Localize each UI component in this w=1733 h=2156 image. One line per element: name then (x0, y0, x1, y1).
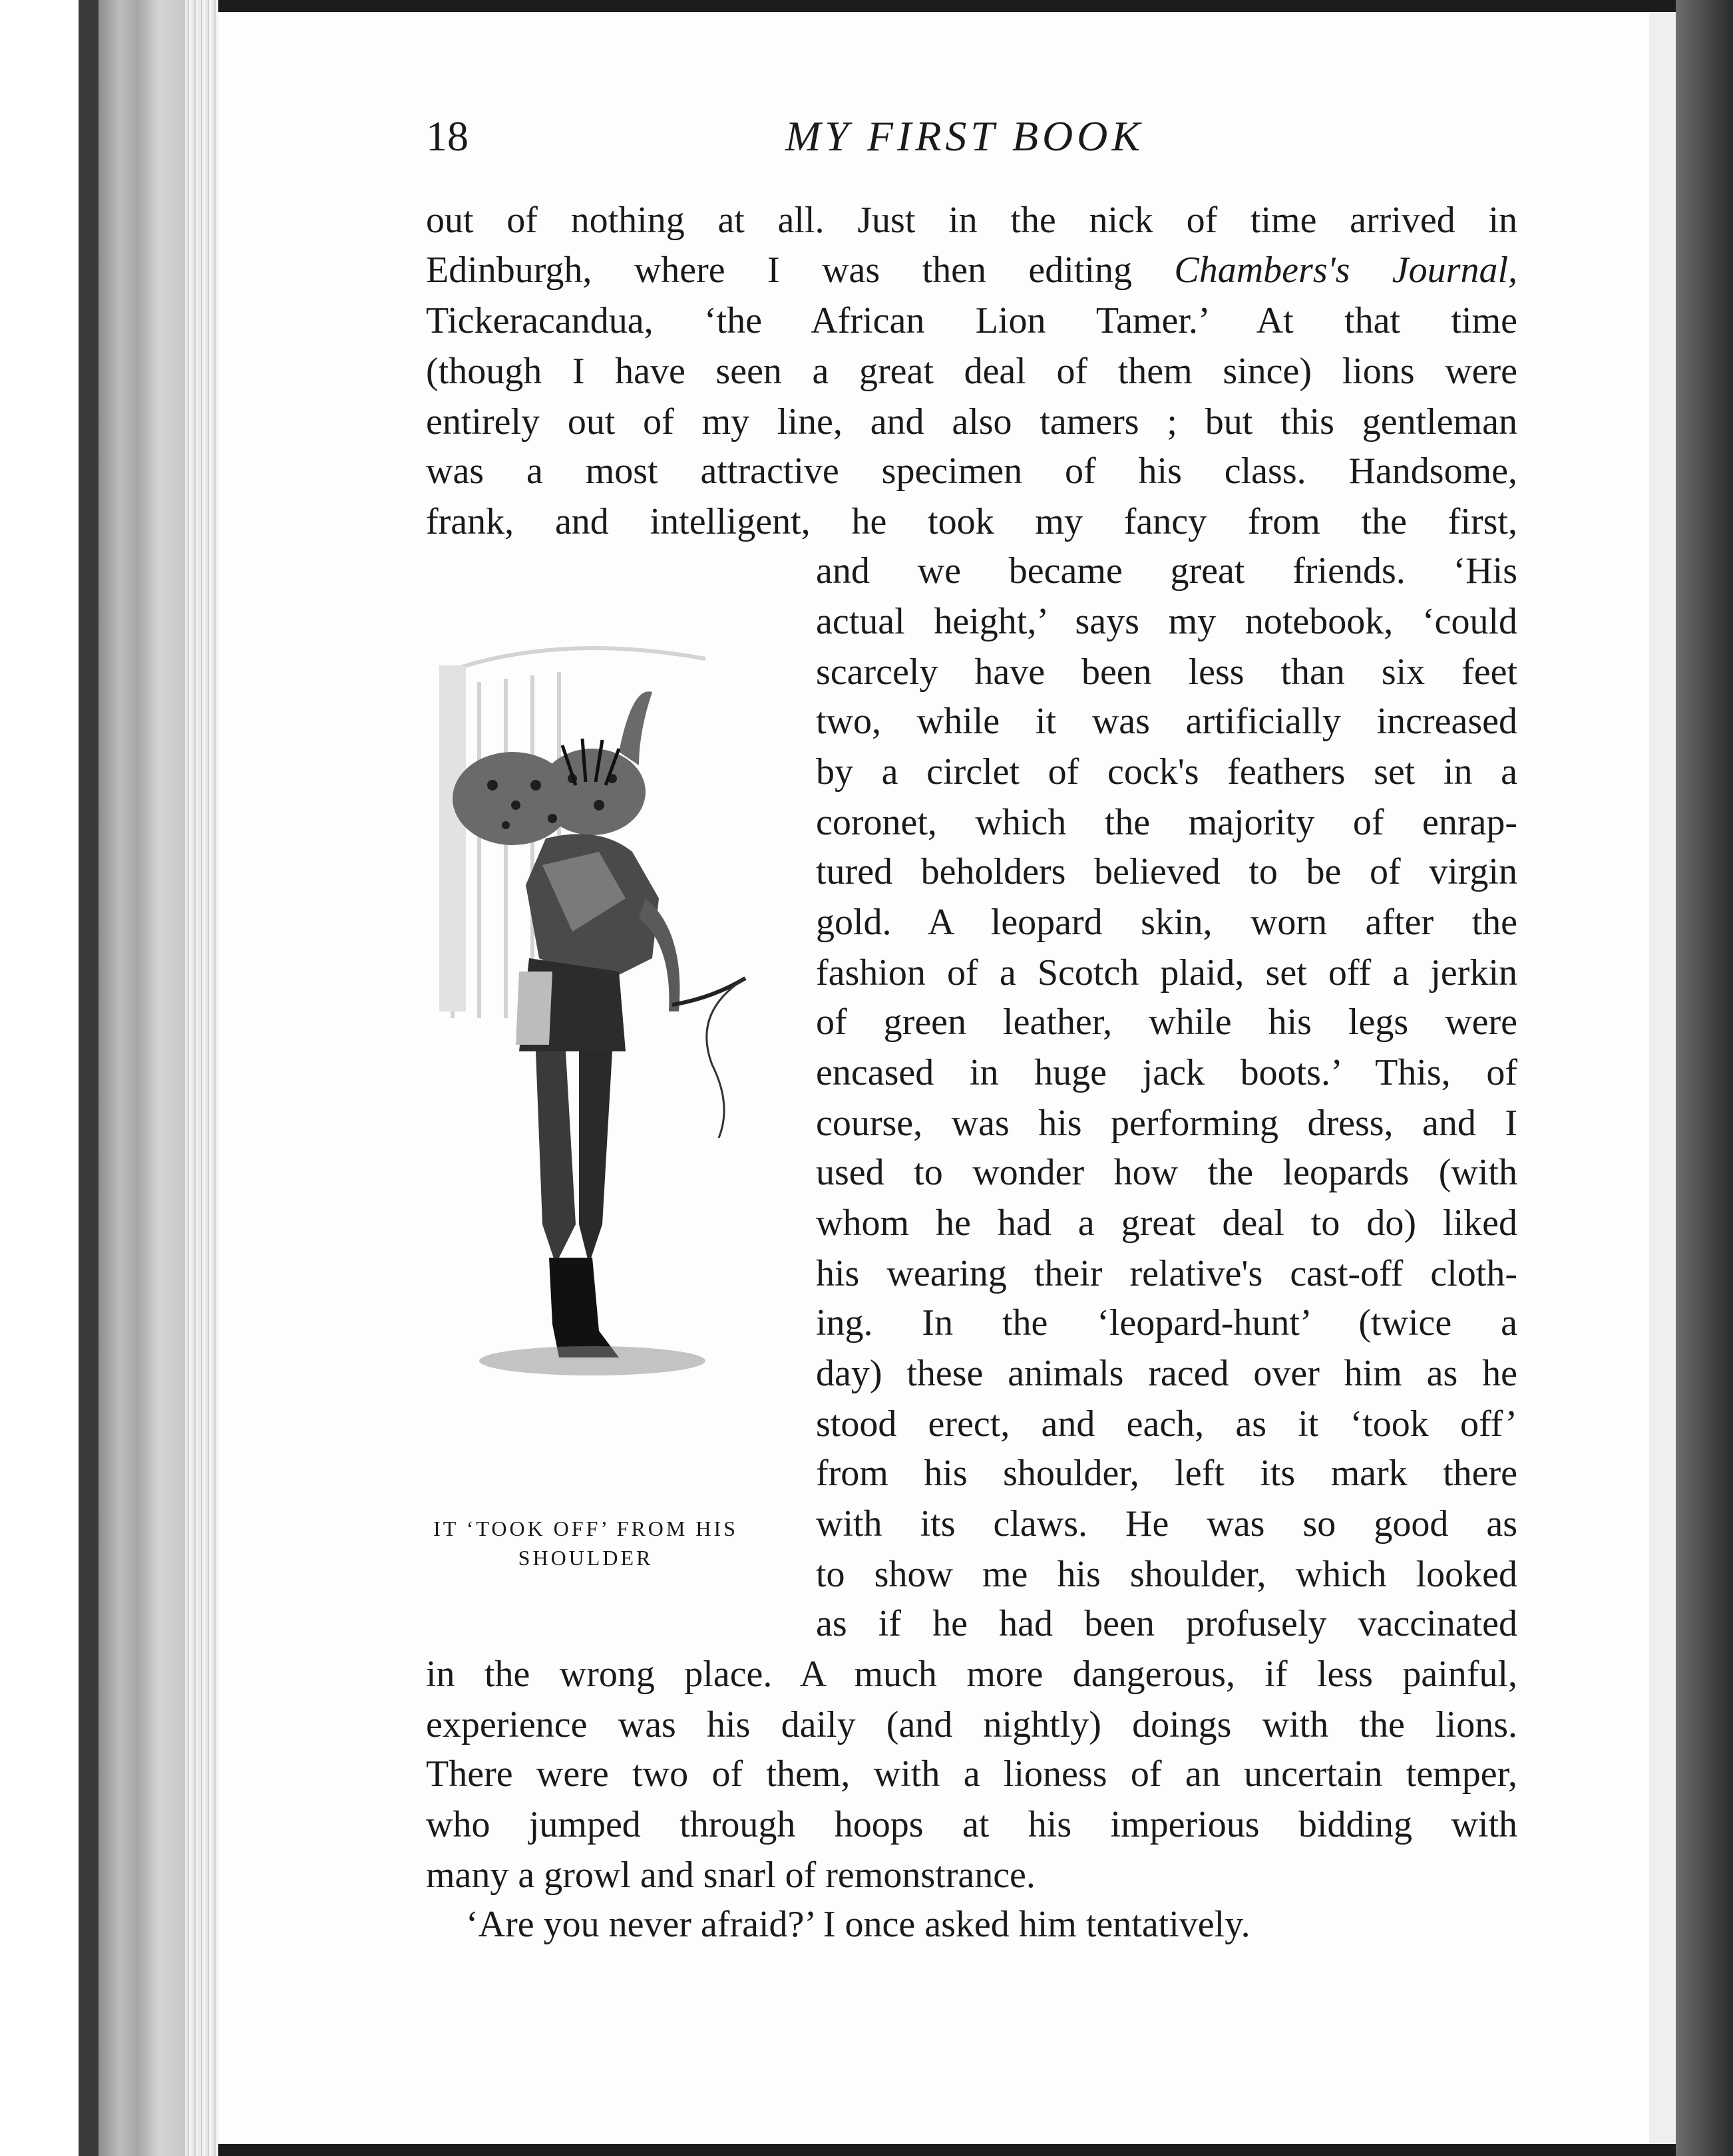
text-line: and we became great friends. ‘His (816, 550, 1517, 592)
text-line: coronet, which the majority of enrap- (816, 802, 1517, 843)
text-line: out of nothing at all. Just in the nick of time arrived in (426, 200, 1517, 241)
text-line: experience was his daily (and nightly) doings with the lions. (426, 1704, 1517, 1745)
text-line: of green leather, while his legs were (816, 1001, 1517, 1043)
text-line: in the wrong place. A much more dangerous, if less painful, (426, 1654, 1517, 1695)
text-line: by a circlet of cock's feathers set in a (816, 751, 1517, 793)
text-line: (though I have seen a great deal of them since) lions were (426, 351, 1517, 392)
text-line: scarcely have been less than six feet (816, 651, 1517, 693)
journal-title: Chambers's Journal, (1174, 250, 1517, 291)
text-line (426, 246, 1517, 294)
text-line: gold. A leopard skin, worn after the (816, 902, 1517, 943)
scan-border-top (218, 0, 1676, 12)
text-line: fashion of a Scotch plaid, set off a jerkin (816, 952, 1517, 993)
lion-tamer-illustration (399, 586, 785, 1497)
text-line: with its claws. He was so good as (816, 1503, 1517, 1544)
text-line: encased in huge jack boots.’ This, of (816, 1052, 1517, 1093)
page-number: 18 (426, 112, 469, 160)
text-span: Edinburgh, where I was then editing (426, 250, 1175, 291)
text-line: course, was his performing dress, and I (816, 1103, 1517, 1144)
text-line: Tickeracandua, ‘the African Lion Tamer.’ At that time (426, 300, 1517, 341)
book-spine (79, 0, 98, 2156)
illustration-caption-line-1: IT ‘TOOK OFF’ FROM HIS (433, 1517, 738, 1540)
text-line: who jumped through hoops at his imperious bidding with (426, 1804, 1517, 1845)
text-line: from his shoulder, left its mark there (816, 1453, 1517, 1494)
text-line: day) these animals raced over him as he (816, 1353, 1517, 1394)
text-line: frank, and intelligent, he took my fancy from the first, (426, 501, 1517, 542)
text-line: whom he had a great deal to do) liked (816, 1202, 1517, 1244)
scan-border-bottom (218, 2144, 1676, 2156)
scan-margin-left (0, 0, 80, 2156)
spine-shadow (98, 0, 185, 2156)
text-line: ‘Are you never afraid?’ I once asked him tentatively. (466, 1904, 1251, 1945)
text-line: stood erect, and each, as it ‘took off’ (816, 1403, 1517, 1445)
text-line: was a most attractive specimen of his class. Handsome, (426, 450, 1517, 492)
text-line: his wearing their relative's cast-off cloth- (816, 1253, 1517, 1294)
text-line: ing. In the ‘leopard-hunt’ (twice a (816, 1302, 1517, 1344)
page-header (0, 112, 1733, 172)
running-head: MY FIRST BOOK (785, 112, 1145, 160)
page-leaves (185, 0, 218, 2156)
text-line: to show me his shoulder, which looked (816, 1554, 1517, 1595)
text-line: used to wonder how the leopards (with (816, 1152, 1517, 1193)
text-line: as if he had been profusely vaccinated (816, 1603, 1517, 1644)
text-line: tured beholders believed to be of virgin (816, 851, 1517, 892)
illustration-caption-line-2: SHOULDER (518, 1546, 654, 1570)
text-line: two, while it was artificially increased (816, 701, 1517, 742)
text-line: actual height,’ says my notebook, ‘could (816, 601, 1517, 642)
text-line: many a growl and snarl of remonstrance. (426, 1855, 1036, 1896)
scan-shadow-right (1676, 0, 1733, 2156)
page-edge-right (1649, 0, 1676, 2156)
text-line: There were two of them, with a lioness of an uncertain temper, (426, 1753, 1517, 1795)
text-line: entirely out of my line, and also tamers ; but this gentleman (426, 401, 1517, 443)
